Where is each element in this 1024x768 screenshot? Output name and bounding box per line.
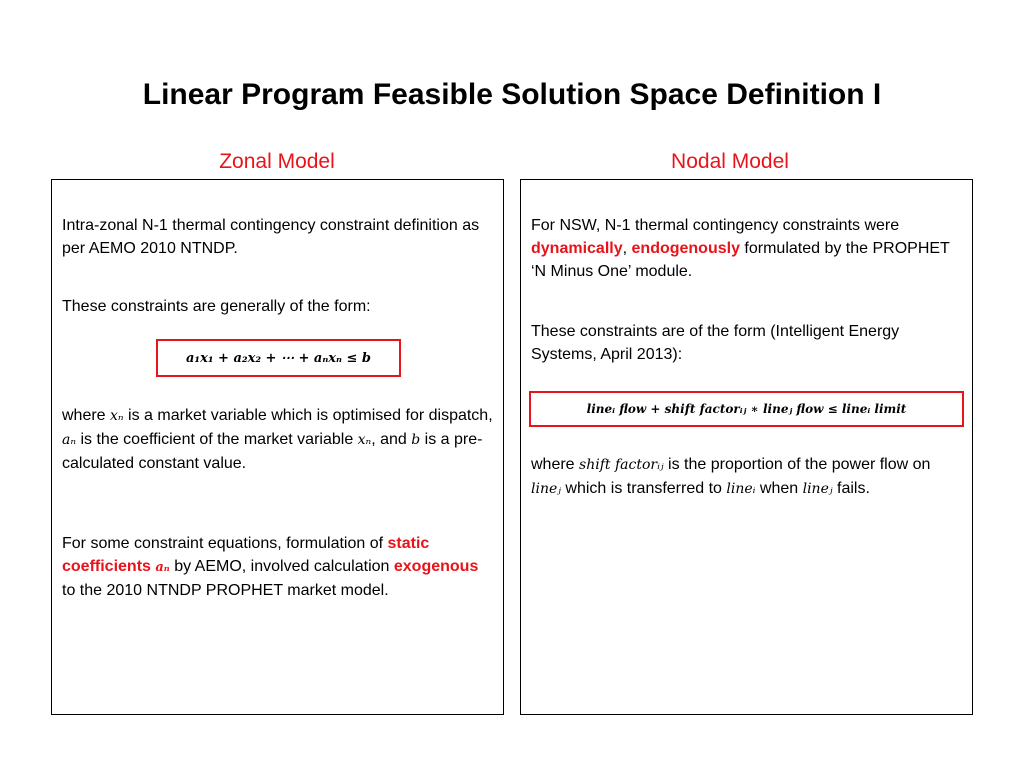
zonal-intro-text: Intra-zonal N-1 thermal contingency constraint definition as per AEMO 2010 NTNDP. xyxy=(62,217,480,257)
zonal-model-heading: Zonal Model xyxy=(219,150,335,173)
zonal-equation: a₁x₁ + a₂x₂ + ⋯ + aₙxₙ ≤ b xyxy=(185,350,372,366)
static-coefficients-highlight: static coefficients xyxy=(62,535,430,575)
line-j-symbol: lineⱼ xyxy=(531,481,561,497)
zonal-coefficients-text: For some constraint equations, formulation of static coefficients aₙ by AEMO, involved calculation exogenous to the 2010 NTNDP PROPHET market model. xyxy=(62,535,479,599)
dynamically-highlight: dynamically xyxy=(531,240,623,257)
a-n-symbol-highlight: aₙ xyxy=(155,560,170,575)
nodal-intro-text: For NSW, N-1 thermal contingency constraints were dynamically, endogenously formulated by the PROPHET ‘N Minus One’ module. xyxy=(531,217,950,280)
nodal-model-heading: Nodal Model xyxy=(671,150,789,173)
nodal-form-text: These constraints are of the form (Intelligent Energy Systems, April 2013): xyxy=(531,323,900,363)
zonal-form-text: These constraints are generally of the form: xyxy=(62,298,371,315)
x-n-symbol: xₙ xyxy=(110,408,124,424)
line-i-symbol: lineᵢ xyxy=(726,481,756,497)
line-j-symbol: lineⱼ xyxy=(802,481,833,497)
nodal-equation: lineᵢ flow + shift factorᵢⱼ ∗ lineⱼ flow ≤ lineᵢ limit xyxy=(586,402,907,416)
a-n-symbol: aₙ xyxy=(62,432,77,448)
x-n-symbol: xₙ xyxy=(357,432,372,448)
zonal-variables-text: where xₙ is a market variable which is optimised for dispatch, aₙ is the coefficient of the market variable xₙ, and b is a pre-calculated constant value. xyxy=(62,407,493,472)
nodal-shift-factor-text: where shift factorᵢⱼ is the proportion of the power flow on lineⱼ which is transferred to lineᵢ when lineⱼ fails. xyxy=(531,456,931,497)
shift-factor-symbol: shift factorᵢⱼ xyxy=(579,457,664,473)
zonal-equation-box xyxy=(156,339,401,377)
nodal-equation-box xyxy=(529,391,964,427)
exogenous-highlight: exogenous xyxy=(393,558,479,575)
b-symbol: b xyxy=(411,432,421,448)
endogenously-highlight: endogenously xyxy=(631,240,740,257)
nodal-model-panel xyxy=(520,179,973,715)
slide-title: Linear Program Feasible Solution Space Definition I xyxy=(142,78,882,111)
zonal-model-panel xyxy=(51,179,504,715)
